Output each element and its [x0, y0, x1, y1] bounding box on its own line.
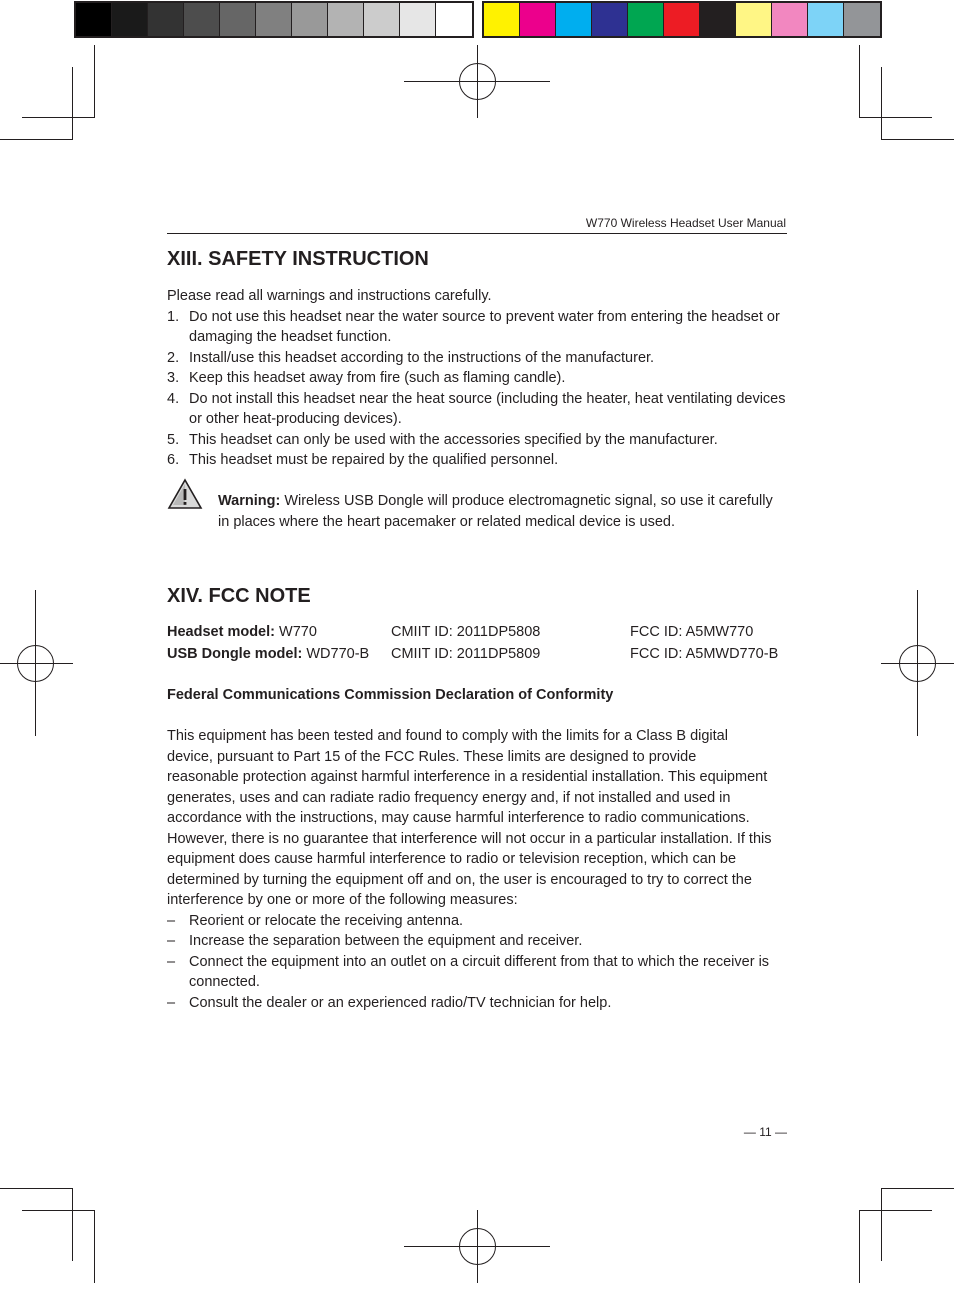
list-item-number: 4.: [167, 390, 180, 407]
swatch: [400, 3, 436, 36]
safety-list-item: [167, 430, 787, 451]
measure-list-item: [167, 993, 772, 1014]
safety-list-item: [167, 348, 787, 369]
running-header: W770 Wireless Headset User Manual: [585, 216, 786, 230]
safety-list: [167, 307, 787, 471]
swatch: [700, 3, 736, 36]
measures-list: [167, 911, 772, 1014]
swatch: [484, 3, 520, 36]
list-item-text: Increase the separation between the equipment and receiver.: [189, 933, 583, 949]
swatch: [556, 3, 592, 36]
model-value: W770: [274, 624, 317, 640]
declaration-title: Federal Communications Commission Declaration of Conformity: [167, 687, 614, 703]
swatch: [220, 3, 256, 36]
model-value: WD770-B: [302, 645, 370, 662]
list-item-dash: –: [167, 994, 176, 1011]
measure-list-item: [167, 911, 772, 932]
list-item-text: Reorient or relocate the receiving antenna.: [189, 912, 464, 929]
safety-list-item: [167, 389, 787, 430]
list-item-text: Do not use this headset near the water source to prevent water from entering the headset or damaging the headset function.: [189, 308, 780, 345]
list-item-text: Keep this headset away from fire (such as flaming candle).: [189, 370, 566, 386]
swatch: [436, 3, 472, 36]
swatch: [736, 3, 772, 36]
swatch: [148, 3, 184, 36]
list-item-number: 5.: [167, 431, 180, 448]
swatch: [628, 3, 664, 36]
list-item-dash: –: [167, 953, 176, 970]
list-item-text: Connect the equipment into an outlet on a circuit different from that to which the receiver is connected.: [189, 953, 770, 990]
process-color-bar: [482, 1, 882, 38]
swatch: [328, 3, 364, 36]
swatch: [772, 3, 808, 36]
fcc-id: FCC ID: A5MWD770-B: [630, 645, 779, 662]
cmiit-id: CMIIT ID: 2011DP5809: [391, 645, 541, 662]
list-item-text: Do not install this headset near the heat source (including the heater, heat ventilating devices or other heat-producing devices).: [189, 390, 786, 427]
list-item-text: Consult the dealer or an experienced radio/TV technician for help.: [189, 994, 612, 1011]
page-number: — 11 —: [743, 1125, 787, 1139]
swatch: [520, 3, 556, 36]
safety-list-item: [167, 450, 787, 471]
swatch: [364, 3, 400, 36]
list-item-text: This headset must be repaired by the qualified personnel.: [189, 452, 559, 468]
swatch: [184, 3, 220, 36]
fcc-section-title: XIV. FCC NOTE: [167, 585, 311, 607]
list-item-text: This headset can only be used with the accessories specified by the manufacturer.: [189, 431, 718, 448]
measure-list-item: [167, 952, 772, 993]
model-row-usb-dongle: [167, 644, 787, 666]
header-rule: [167, 233, 787, 234]
cmiit-id: CMIIT ID: 2011DP5808: [391, 624, 541, 640]
list-item-dash: –: [167, 912, 176, 929]
swatch: [292, 3, 328, 36]
warning-text: [218, 491, 787, 532]
list-item-number: 1.: [167, 308, 180, 325]
model-row-headset: [167, 622, 787, 644]
swatch: [844, 3, 880, 36]
list-item-number: 3.: [167, 370, 180, 386]
fcc-body-paragraph: This equipment has been tested and found to comply with the limits for a Class B digital device, pursuant to Part 15 of the FCC Rules. These limits are designed to provide reasonable protection against harmful interference in a residential installation. This equipment generates, uses and can radiate radio frequency energy and, if not installed and used in accordance with the instructions, may cause harmful interference to radio communications. However, there is no guarantee that interference will not occur in a particular installation. If this equipment does cause harmful interference to radio or television reception, which can be determined by turning the equipment off and on, the user is encouraged to try to correct the interference by one or more of the following measures:: [167, 728, 772, 908]
model-label: USB Dongle model:: [167, 645, 303, 662]
swatch: [592, 3, 628, 36]
safety-section-body: [167, 286, 787, 471]
warning-body: Wireless USB Dongle will produce electromagnetic signal, so use it carefully in places where the heart pacemaker or related medical device is used.: [218, 493, 773, 530]
measure-list-item: [167, 931, 772, 952]
model-id-table: [167, 622, 787, 665]
safety-list-item: [167, 368, 787, 389]
list-item-dash: –: [167, 933, 176, 949]
fcc-body: [167, 726, 772, 1013]
swatch: [112, 3, 148, 36]
swatch: [256, 3, 292, 36]
safety-section-title: XIII. SAFETY INSTRUCTION: [167, 248, 429, 270]
list-item-number: 2.: [167, 349, 180, 366]
list-item-number: 6.: [167, 452, 180, 468]
swatch: [808, 3, 844, 36]
warning-label: Warning:: [218, 493, 281, 509]
swatch: [664, 3, 700, 36]
warning-triangle-icon: [167, 478, 203, 510]
grayscale-color-bar: [74, 1, 474, 38]
safety-list-item: [167, 307, 787, 348]
safety-intro: Please read all warnings and instructions carefully.: [167, 288, 492, 304]
model-label: Headset model:: [167, 624, 275, 640]
swatch: [76, 3, 112, 36]
list-item-text: Install/use this headset according to the instructions of the manufacturer.: [189, 349, 655, 366]
fcc-id: FCC ID: A5MW770: [630, 624, 754, 640]
